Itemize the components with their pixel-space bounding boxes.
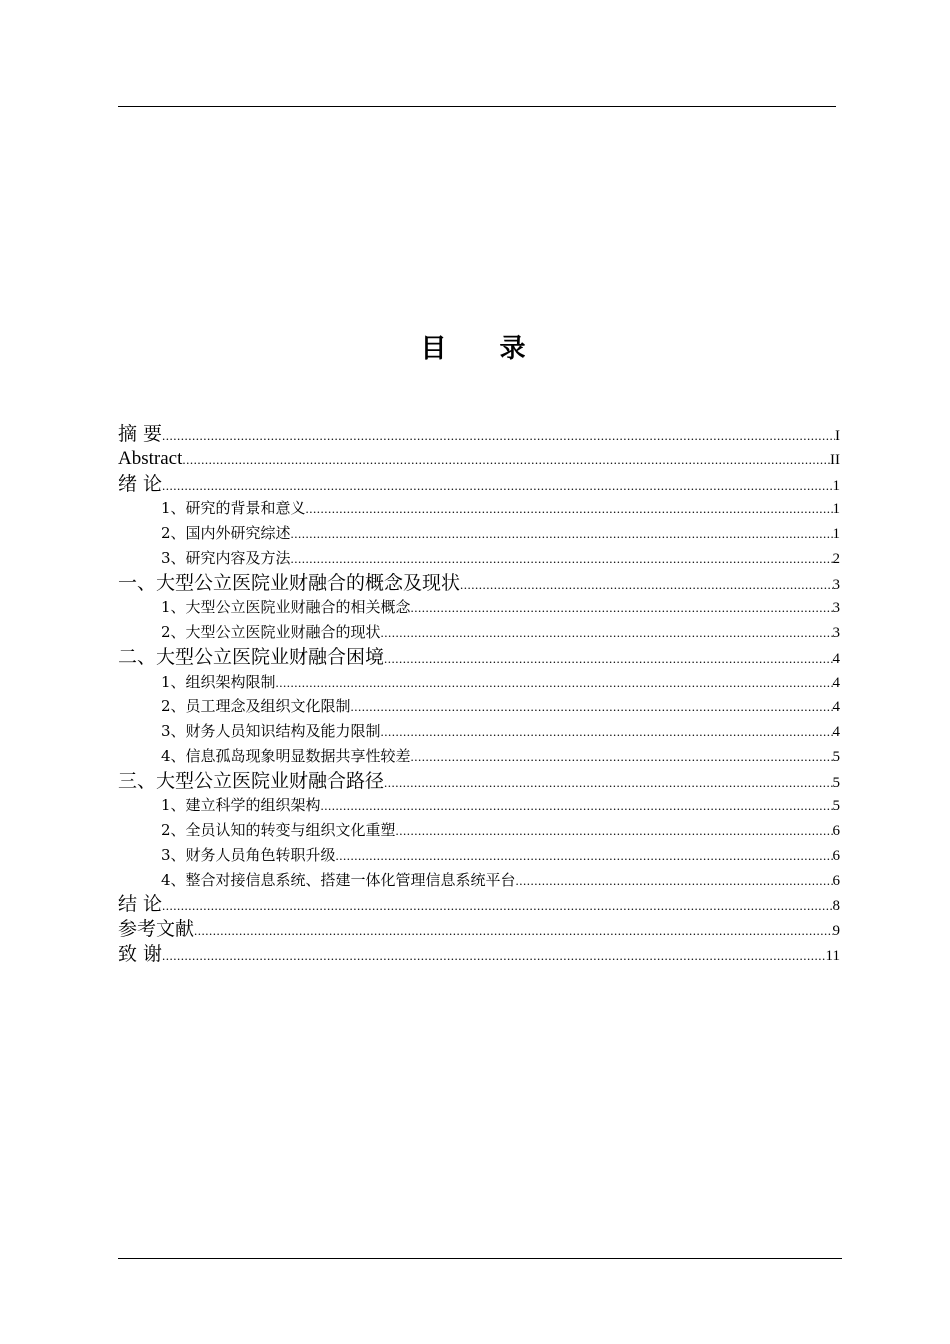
toc-page-number: 1	[832, 477, 840, 494]
toc-dot-leader	[351, 695, 833, 720]
toc-dot-leader	[336, 844, 833, 869]
toc-dot-leader	[411, 745, 833, 770]
toc-title: 目 录	[420, 334, 548, 364]
toc-dot-leader	[321, 794, 833, 819]
toc-entry-text: 4、信息孤岛现象明显数据共享性较差	[161, 746, 411, 765]
toc-entry-chapter[interactable]	[118, 942, 840, 967]
toc-page-number: 6	[832, 823, 840, 839]
toc-dot-leader	[162, 894, 832, 919]
toc-entry-text: 致 谢	[118, 942, 163, 965]
toc-entry-text: 摘 要	[118, 423, 163, 445]
toc-entry-section[interactable]	[118, 595, 840, 620]
toc-entry-text: 3、财务人员角色转职升级	[161, 845, 336, 864]
toc-entry-text: 4、整合对接信息系统、搭建一体化管理信息系统平台	[161, 870, 516, 889]
toc-page-number: 2	[832, 550, 840, 567]
toc-entry-section[interactable]	[118, 793, 840, 818]
toc-dot-leader	[411, 596, 833, 621]
toc-dot-leader	[381, 621, 833, 646]
toc-page-number: 4	[832, 674, 840, 691]
toc-entry-text: 2、员工理念及组织文化限制	[161, 697, 351, 716]
toc-page-number: 9	[832, 923, 840, 939]
toc-entry-chapter[interactable]	[118, 892, 840, 917]
toc-entry-section[interactable]	[118, 546, 840, 571]
toc-entry-section[interactable]	[118, 670, 840, 695]
toc-entry-text: 2、大型公立医院业财融合的现状	[161, 623, 381, 641]
toc-entry-chapter[interactable]	[118, 571, 840, 596]
toc-page-number: 5	[832, 748, 840, 765]
toc-entry-text: 一、大型公立医院业财融合的概念及现状	[118, 571, 461, 594]
table-of-contents	[118, 422, 840, 967]
toc-page-number: 4	[832, 650, 840, 667]
toc-page-number: 5	[832, 798, 840, 815]
toc-entry-text: 二、大型公立医院业财融合困境	[118, 645, 385, 668]
toc-entry-section[interactable]	[118, 818, 840, 843]
toc-entry-chapter[interactable]	[118, 422, 840, 447]
toc-dot-leader	[460, 573, 832, 598]
toc-dot-leader	[162, 944, 826, 969]
toc-entry-text: Abstract	[118, 447, 183, 469]
toc-dot-leader	[381, 720, 833, 745]
toc-dot-leader	[516, 869, 833, 894]
toc-entry-section[interactable]	[118, 521, 840, 546]
toc-page-number: 6	[832, 872, 840, 889]
toc-page-number: 6	[832, 847, 840, 864]
toc-dot-leader	[182, 448, 830, 473]
toc-page-number: I	[835, 428, 840, 444]
toc-page-number: 1	[832, 526, 840, 542]
toc-entry-text: 1、组织架构限制	[161, 672, 276, 691]
toc-entry-text: 1、建立科学的组织架构	[161, 796, 321, 815]
toc-entry-chapter[interactable]	[118, 447, 840, 472]
toc-page-number: 1	[832, 501, 840, 518]
toc-entry-section[interactable]	[118, 843, 840, 868]
toc-page-number: 4	[832, 699, 840, 716]
toc-entry-text: 3、研究内容及方法	[161, 548, 291, 567]
toc-entry-text: 结 论	[118, 893, 163, 916]
toc-entry-chapter[interactable]	[118, 917, 840, 942]
toc-entry-section[interactable]	[118, 620, 840, 645]
toc-entry-section[interactable]	[118, 868, 840, 893]
toc-entry-text: 绪 论	[118, 472, 163, 495]
toc-dot-leader	[276, 671, 833, 696]
toc-entry-section[interactable]	[118, 694, 840, 719]
toc-entry-text: 1、研究的背景和意义	[161, 499, 306, 518]
toc-entry-text: 3、财务人员知识结构及能力限制	[161, 722, 381, 740]
toc-entry-text: 2、国内外研究综述	[161, 524, 291, 542]
toc-page-number: 3	[832, 625, 840, 641]
toc-entry-text: 参考文献	[118, 918, 195, 940]
toc-entry-section[interactable]	[118, 496, 840, 521]
toc-dot-leader	[291, 547, 833, 572]
toc-entry-chapter[interactable]	[118, 769, 840, 794]
toc-dot-leader	[396, 819, 833, 844]
toc-dot-leader	[291, 522, 833, 547]
toc-entry-chapter[interactable]	[118, 472, 840, 497]
toc-dot-leader	[194, 919, 832, 944]
toc-page-number: 3	[832, 600, 840, 617]
toc-dot-leader	[306, 497, 833, 522]
toc-dot-leader	[162, 474, 832, 499]
toc-entry-text: 2、全员认知的转变与组织文化重塑	[161, 821, 396, 839]
toc-page-number: II	[830, 451, 840, 468]
toc-page-number: 5	[832, 774, 840, 791]
toc-dot-leader	[162, 424, 835, 449]
toc-page-number: 4	[832, 724, 840, 740]
toc-page-number: 11	[825, 947, 840, 964]
toc-entry-section[interactable]	[118, 744, 840, 769]
toc-page-number: 3	[832, 576, 840, 593]
toc-page-number: 8	[832, 898, 840, 915]
toc-dot-leader	[384, 771, 832, 796]
toc-entry-chapter[interactable]	[118, 645, 840, 670]
toc-entry-text: 1、大型公立医院业财融合的相关概念	[161, 598, 411, 617]
footer-rule	[118, 1258, 842, 1259]
toc-dot-leader	[384, 647, 832, 672]
toc-entry-section[interactable]	[118, 719, 840, 744]
toc-entry-text: 三、大型公立医院业财融合路径	[118, 769, 385, 792]
header-rule	[118, 106, 836, 107]
